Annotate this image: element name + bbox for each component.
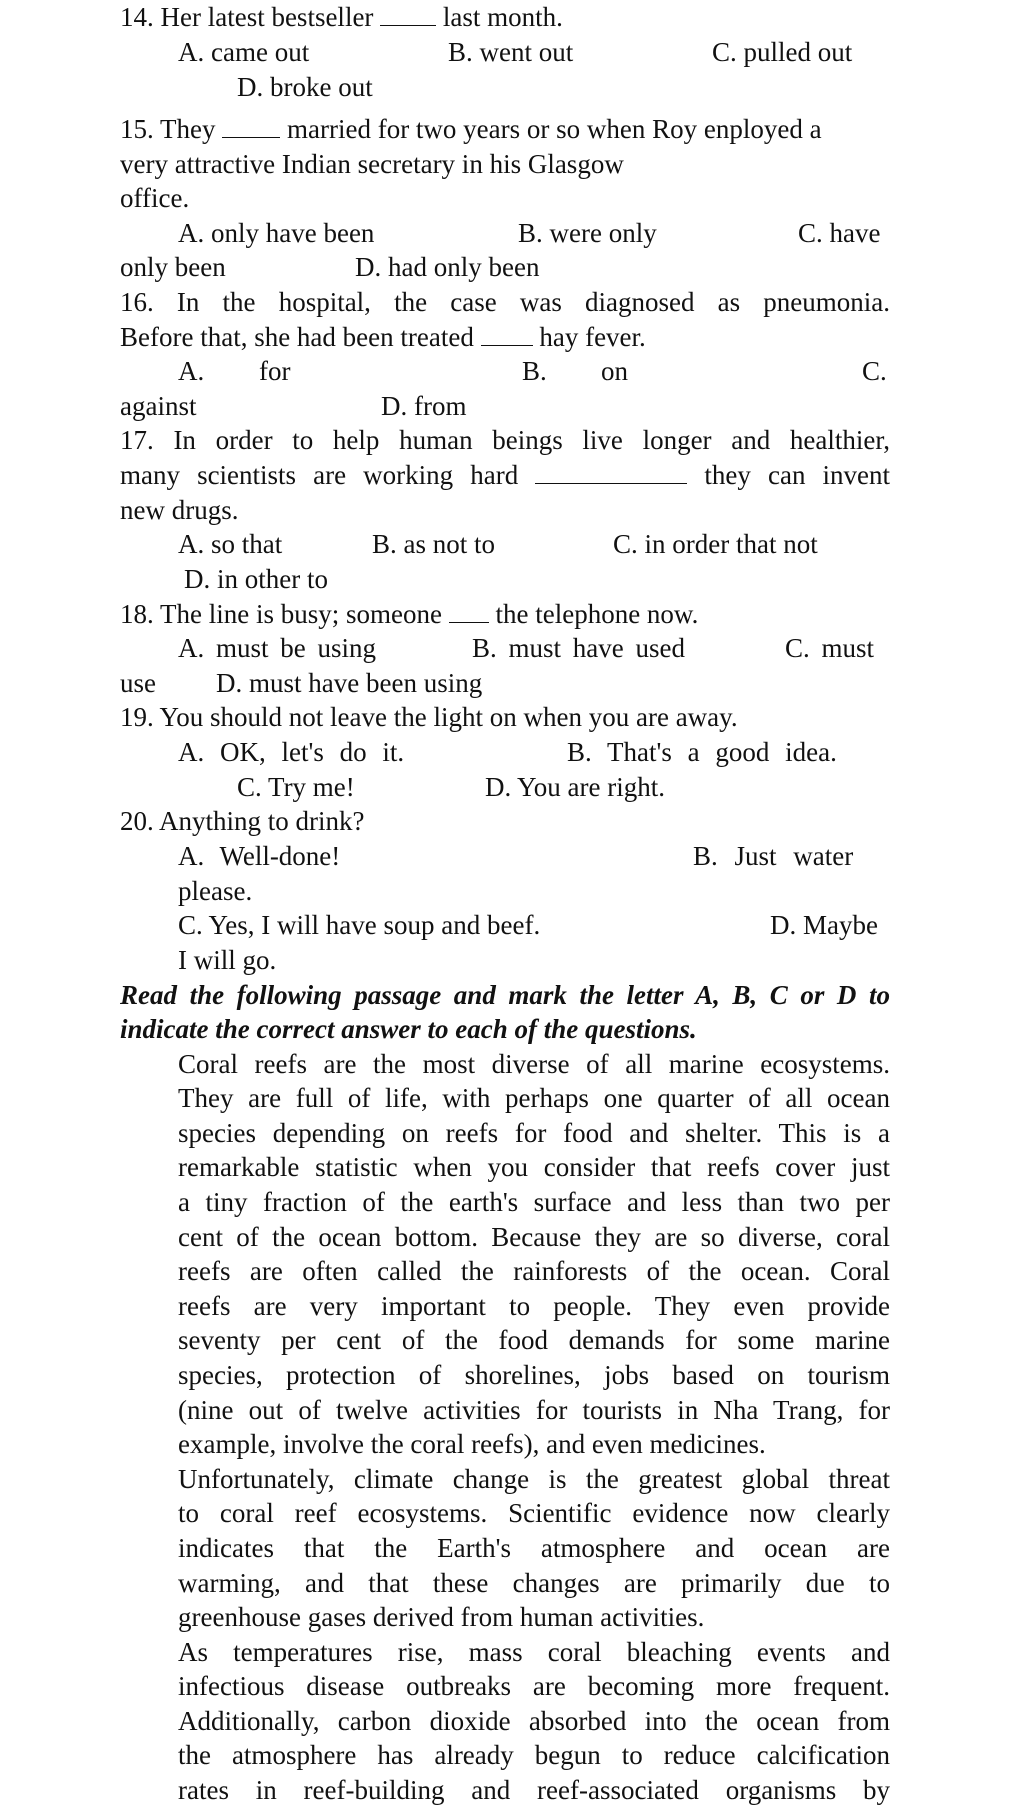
option-b-letter: B.: [522, 356, 547, 386]
option-d: D. broke out: [237, 72, 373, 102]
question-stem-line: In order to help human beings live longer and healthier,: [173, 425, 890, 455]
passage-line: indicates that the Earth's atmosphere and ocean are: [178, 1533, 890, 1563]
option-a: A. only have been: [178, 218, 375, 248]
option-d: D. must have been using: [216, 668, 483, 698]
reading-instruction-continued: indicate the correct answer to each of the questions.: [120, 1014, 697, 1044]
question-15: [120, 112, 822, 147]
question-stem-before-blank: The line is busy; someone: [160, 599, 442, 629]
answer-blank: [380, 1, 436, 26]
option-c: C. must: [785, 633, 875, 663]
option-d: D. from: [381, 391, 467, 421]
passage-line: a tiny fraction of the earth's surface and less than two per: [178, 1187, 890, 1217]
passage-line: They are full of life, with perhaps one quarter of all ocean: [178, 1083, 890, 1113]
passage-line: warming, and that these changes are primarily due to: [178, 1568, 890, 1598]
question-stem-before-blank: They: [160, 114, 216, 144]
option-b: B. Just water: [693, 841, 854, 871]
question-stem-line: very attractive Indian secretary in his Glasgow: [120, 149, 624, 179]
answer-blank: [481, 321, 533, 346]
passage-line: infectious disease outbreaks are becoming more frequent.: [178, 1671, 890, 1701]
question-stem: Anything to drink?: [159, 806, 365, 836]
question-number: 18.: [120, 599, 154, 629]
passage-line: the atmosphere has already begun to reduce calcification: [178, 1740, 890, 1770]
passage-line: rates in reef-building and reef-associated organisms by: [178, 1775, 890, 1805]
question-number: 20.: [120, 806, 154, 836]
question-18: [120, 597, 698, 632]
passage-line: Coral reefs are the most diverse of all marine ecosystems.: [178, 1049, 890, 1079]
option-a: A. OK, let's do it.: [178, 737, 405, 767]
question-number: 16.: [120, 287, 154, 317]
option-b-continued: please.: [178, 876, 253, 906]
option-c: C. Try me!: [237, 772, 355, 802]
question-number: 19.: [120, 702, 154, 732]
passage-line: (nine out of twelve activities for tourists in Nha Trang, for: [178, 1395, 890, 1425]
question-stem-line: [120, 458, 890, 493]
passage-line: greenhouse gases derived from human activities.: [178, 1602, 705, 1632]
option-d: D. You are right.: [485, 772, 665, 802]
question-stem: You should not leave the light on when you are away.: [159, 702, 738, 732]
option-c: C. Yes, I will have soup and beef.: [178, 910, 541, 940]
option-a: A. Well-done!: [178, 841, 341, 871]
answer-blank: [535, 459, 687, 484]
option-c: C. in order that not: [613, 529, 818, 559]
passage-line: species depending on reefs for food and shelter. This is a: [178, 1118, 890, 1148]
option-b: B. as not to: [372, 529, 496, 559]
question-stem-after-blank: the telephone now.: [495, 599, 699, 629]
passage-line: Additionally, carbon dioxide absorbed into the ocean from: [178, 1706, 890, 1736]
question-stem-after-blank: married for two years or so when Roy enployed a: [287, 114, 822, 144]
question-19: [120, 700, 738, 735]
question-number: 14.: [120, 2, 154, 32]
question-number: 15.: [120, 114, 154, 144]
passage-line: remarkable statistic when you consider that reefs cover just: [178, 1152, 890, 1182]
passage-line: reefs are often called the rainforests of the ocean. Coral: [178, 1256, 890, 1286]
option-c-letter: C.: [862, 356, 887, 386]
question-14: [120, 0, 563, 35]
passage-line: As temperatures rise, mass coral bleaching events and: [178, 1637, 890, 1667]
passage-line: Unfortunately, climate change is the greatest global threat: [178, 1464, 890, 1494]
question-stem-after-blank: last month.: [442, 2, 563, 32]
reading-instruction: Read the following passage and mark the letter A, B, C or D to: [120, 980, 890, 1010]
answer-blank: [222, 113, 280, 138]
option-a-text: for: [259, 356, 291, 386]
answer-blank: [449, 598, 489, 623]
question-17: [120, 423, 890, 458]
option-b: B. were only: [518, 218, 657, 248]
question-number: 17.: [120, 425, 154, 455]
question-20: [120, 804, 365, 839]
question-stem-line: new drugs.: [120, 495, 239, 525]
option-c-text: against: [120, 391, 197, 421]
option-b-text: on: [601, 356, 628, 386]
option-d-continued: I will go.: [178, 945, 277, 975]
option-b: B. went out: [448, 37, 574, 67]
question-16: [120, 285, 890, 320]
passage-line: to coral reef ecosystems. Scientific evidence now clearly: [178, 1498, 890, 1528]
passage-line: species, protection of shorelines, jobs based on tourism: [178, 1360, 890, 1390]
option-d: D. in other to: [184, 564, 328, 594]
passage-line: seventy per cent of the food demands for some marine: [178, 1325, 890, 1355]
question-stem-line: office.: [120, 183, 190, 213]
option-c: C. pulled out: [712, 37, 853, 67]
passage-line: example, involve the coral reefs), and even medicines.: [178, 1429, 766, 1459]
question-stem-before-blank: Her latest bestseller: [160, 2, 374, 32]
option-b: B. must have used: [472, 633, 685, 663]
passage-line: cent of the ocean bottom. Because they are so diverse, coral: [178, 1222, 890, 1252]
option-a: A. must be using: [178, 633, 377, 663]
option-c: C. have: [798, 218, 881, 248]
question-stem-after-blank: hay fever.: [539, 322, 646, 352]
option-d: D. had only been: [355, 252, 540, 282]
question-stem-before-blank: Before that, she had been treated: [120, 322, 474, 352]
option-c-continued: only been: [120, 252, 226, 282]
option-c-continued: use: [120, 668, 156, 698]
question-stem-line: [120, 320, 646, 355]
question-stem-after-blank: they can invent: [704, 460, 891, 490]
option-a: A. came out: [178, 37, 310, 67]
option-a-letter: A.: [178, 356, 205, 386]
passage-line: reefs are very important to people. They even provide: [178, 1291, 890, 1321]
option-a: A. so that: [178, 529, 283, 559]
question-stem-before-blank: many scientists are working hard: [120, 460, 519, 490]
option-d: D. Maybe: [770, 910, 878, 940]
question-stem-line: In the hospital, the case was diagnosed as pneumonia.: [176, 287, 890, 317]
option-b: B. That's a good idea.: [567, 737, 837, 767]
